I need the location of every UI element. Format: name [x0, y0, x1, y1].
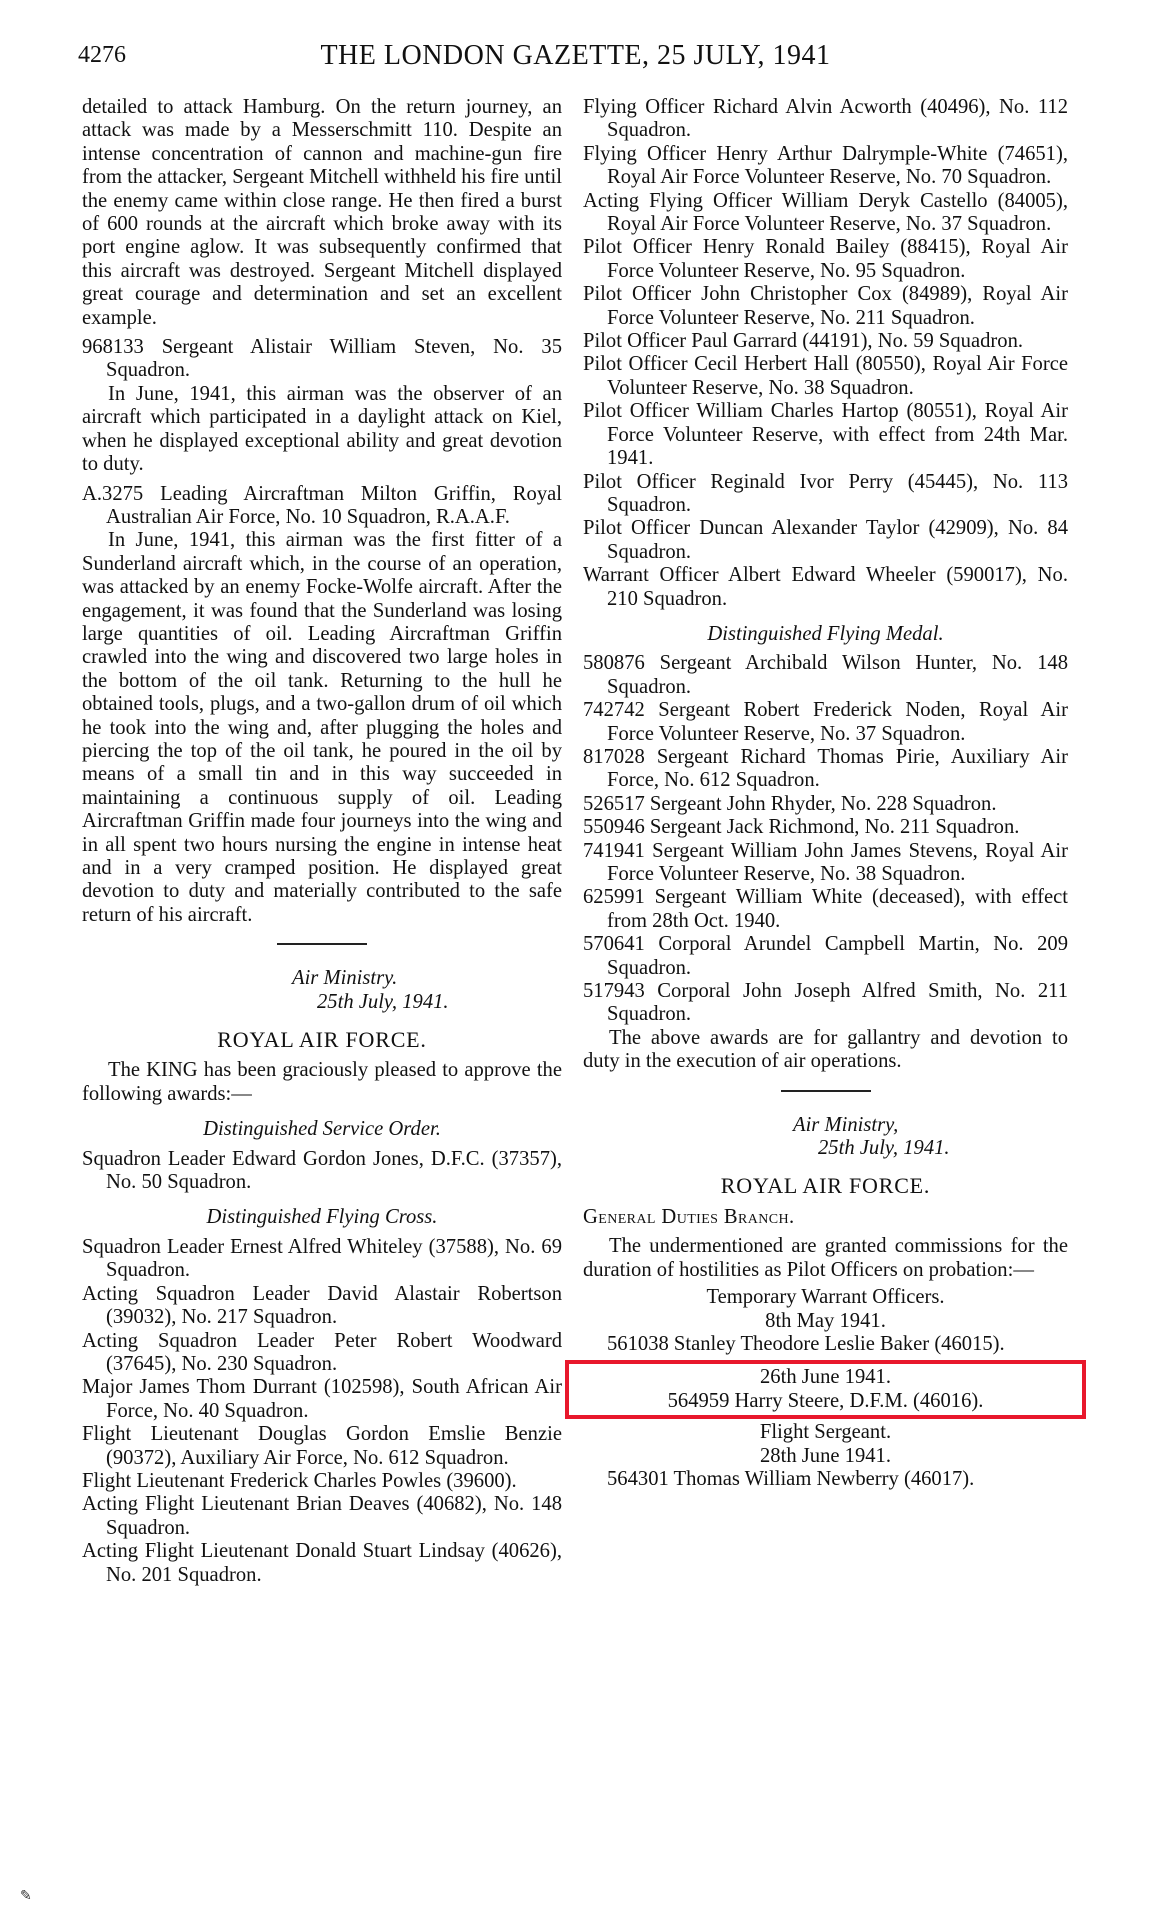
award-entry: Acting Squadron Leader David Alastair Robertson (39032), No. 217 Squadron. [82, 1282, 562, 1329]
award-entry: Pilot Officer William Charles Hartop (80551), Royal Air Force Volunteer Reserve, with effect from 24th Mar. 1941. [583, 400, 1068, 470]
scan-mark: ✎ [20, 1889, 32, 1904]
award-entry: Warrant Officer Albert Edward Wheeler (590017), No. 210 Squadron. [583, 564, 1068, 610]
dfc-list [82, 1236, 562, 1587]
award-entry: 625991 Sergeant William White (deceased), with effect from 28th Oct. 1940. [583, 886, 1068, 932]
griffin-entry-heading: A.3275 Leading Aircraftman Milton Griffin, Royal Australian Air Force, No. 10 Squadron, R.A.A.F. [82, 482, 562, 528]
award-entry: 526517 Sergeant John Rhyder, No. 228 Squadron. [583, 792, 997, 815]
dfc-continued-list [583, 96, 1068, 611]
dfc-heading: Distinguished Flying Cross. [206, 1206, 438, 1229]
award-entry: Flying Officer Henry Arthur Dalrymple-White (74651), Royal Air Force Volunteer Reserve, No. 70 Squadron. [583, 142, 1068, 189]
date-heading: 28th June 1941. [760, 1444, 891, 1467]
griffin-citation: In June, 1941, this airman was the first fitter of a Sunderland aircraft which, in the course of an operation, was attacked by an enemy Focke-Wolfe aircraft. After the engagement, it was found that the Sunderland was losing large quantities of oil. Leading Aircraftman Griffin crawled into the wing and discovered two large holes in the bottom of the oil tank. Returning to the hull he obtained tools, plugs, and a two-gallon drum of oil which he took into the wing and, after plugging the holes and piercing the top of the oil tank, he poured in the oil by means of a small tin and in this way succeeded in maintaining a continuous supply of oil. Leading Aircraftman Griffin made four journeys into the wing and in all spent two hours nursing the engine in intense heat and in a very cramped position. He displayed great devotion to duty and materially contributed to the safe return of his aircraft. [82, 529, 562, 926]
baker-entry: 561038 Stanley Theodore Leslie Baker (46015). [607, 1332, 1005, 1355]
dso-list [82, 1148, 562, 1195]
award-entry: Pilot Officer Paul Garrard (44191), No. 59 Squadron. [583, 330, 1024, 353]
award-entry: Squadron Leader Edward Gordon Jones, D.F.C. (37357), No. 50 Squadron. [82, 1147, 562, 1194]
right-column [583, 96, 1068, 1491]
flight-sergeant-heading: Flight Sergeant. [759, 1421, 892, 1444]
warrant-officers-heading: Temporary Warrant Officers. [706, 1286, 945, 1309]
page-header [0, 38, 1151, 78]
award-entry: Flight Lieutenant Douglas Gordon Emslie Benzie (90372), Auxiliary Air Force, No. 612 Squadron. [82, 1423, 562, 1469]
dso-heading: Distinguished Service Order. [203, 1118, 441, 1141]
award-entry: Pilot Officer Henry Ronald Bailey (88415), Royal Air Force Volunteer Reserve, No. 95 Squadron. [583, 236, 1068, 282]
page-number: 4276 [78, 42, 126, 68]
award-entry: Pilot Officer Reginald Ivor Perry (45445), No. 113 Squadron. [583, 470, 1068, 516]
award-entry: Flight Lieutenant Frederick Charles Powles (39600). [82, 1469, 517, 1492]
award-entry: Flying Officer Richard Alvin Acworth (40496), No. 112 Squadron. [583, 96, 1068, 142]
steven-citation: In June, 1941, this airman was the observer of an aircraft which participated in a daylight attack on Kiel, when he displayed exceptional ability and great devotion to duty. [82, 382, 562, 476]
dfm-closing: The above awards are for gallantry and devotion to duty in the execution of air operations. [583, 1026, 1068, 1073]
dateline-place: Air Ministry. [292, 967, 398, 990]
award-entry: Pilot Officer Duncan Alexander Taylor (42909), No. 84 Squadron. [583, 517, 1068, 563]
award-entry: 741941 Sergeant William John James Stevens, Royal Air Force Volunteer Reserve, No. 38 Squadron. [583, 839, 1068, 885]
dateline-date: 25th July, 1941. [818, 1137, 950, 1160]
award-entry: Pilot Officer John Christopher Cox (84989), Royal Air Force Volunteer Reserve, No. 211 Squadron. [583, 283, 1068, 329]
steven-entry-heading: 968133 Sergeant Alistair William Steven, No. 35 Squadron. [82, 336, 562, 382]
section-title: ROYAL AIR FORCE. [720, 1173, 931, 1199]
award-entry: Acting Flight Lieutenant Donald Stuart Lindsay (40626), No. 201 Squadron. [82, 1540, 562, 1586]
left-column [82, 96, 562, 1587]
award-entry: 517943 Corporal John Joseph Alfred Smith, No. 211 Squadron. [583, 980, 1068, 1026]
branch-heading: General Duties Branch. [583, 1205, 795, 1228]
award-entry: Pilot Officer Cecil Herbert Hall (80550), Royal Air Force Volunteer Reserve, No. 38 Squadron. [583, 353, 1068, 399]
dateline-date: 25th July, 1941. [317, 990, 449, 1013]
commission-intro: The undermentioned are granted commissions for the duration of hostilities as Pilot Officers on probation:— [583, 1235, 1068, 1281]
dateline-place: Air Ministry, [793, 1113, 899, 1136]
award-entry: Acting Squadron Leader Peter Robert Woodward (37645), No. 230 Squadron. [82, 1329, 562, 1375]
award-entry: 550946 Sergeant Jack Richmond, No. 211 Squadron. [583, 816, 1020, 839]
highlight-box [565, 1360, 1086, 1419]
newberry-entry: 564301 Thomas William Newberry (46017). [607, 1467, 975, 1490]
award-entry: Squadron Leader Ernest Alfred Whiteley (37588), No. 69 Squadron. [82, 1235, 562, 1282]
award-entry: 570641 Corporal Arundel Campbell Martin, No. 209 Squadron. [583, 933, 1068, 979]
section-divider [781, 1090, 871, 1092]
masthead: THE LONDON GAZETTE, 25 JULY, 1941 [320, 40, 831, 71]
date-heading: 26th June 1941. [760, 1366, 891, 1389]
awards-intro: The KING has been graciously pleased to approve the following awards:— [82, 1059, 562, 1105]
dfm-list [583, 652, 1068, 1027]
award-entry: Acting Flight Lieutenant Brian Deaves (40682), No. 148 Squadron. [82, 1493, 562, 1539]
steere-entry: 564959 Harry Steere, D.F.M. (46016). [667, 1389, 984, 1412]
section-title: ROYAL AIR FORCE. [217, 1027, 427, 1053]
dfm-heading: Distinguished Flying Medal. [707, 622, 944, 645]
section-divider [277, 943, 367, 945]
award-entry: Major James Thom Durrant (102598), South African Air Force, No. 40 Squadron. [82, 1376, 562, 1422]
award-entry: 580876 Sergeant Archibald Wilson Hunter, No. 148 Squadron. [583, 652, 1068, 698]
award-entry: 817028 Sergeant Richard Thomas Pirie, Auxiliary Air Force, No. 612 Squadron. [583, 745, 1068, 792]
award-entry: 742742 Sergeant Robert Frederick Noden, Royal Air Force Volunteer Reserve, No. 37 Squadron. [583, 699, 1068, 745]
award-entry: Acting Flying Officer William Deryk Castello (84005), Royal Air Force Volunteer Reserve, No. 37 Squadron. [583, 189, 1068, 236]
intro-paragraph: detailed to attack Hamburg. On the return journey, an attack was made by a Messerschmitt 110. Despite an intense concentration of cannon and machine-gun fire from the attacker, Sergeant Mitchell withheld his fire until the enemy came within close range. He then fired a burst of 600 rounds at the aircraft which broke away with its port engine aglow. It was subsequently confirmed that this aircraft was destroyed. Sergeant Mitchell displayed great courage and determination and set an excellent example. [82, 96, 562, 329]
date-heading: 8th May 1941. [765, 1309, 886, 1332]
